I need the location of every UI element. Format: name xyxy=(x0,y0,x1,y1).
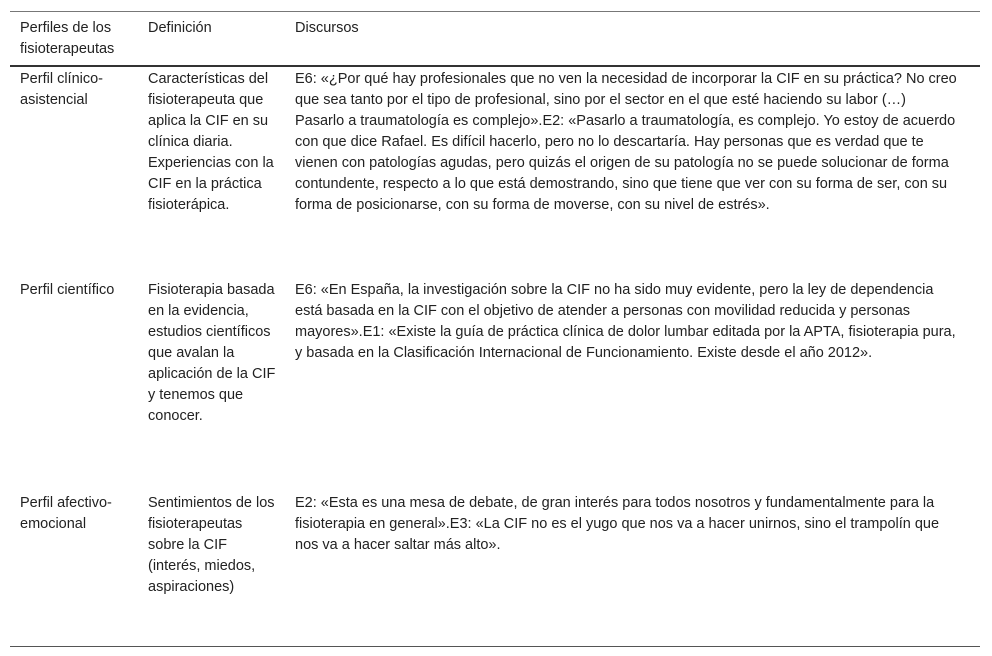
discourse-cell: E6: «En España, la investigación sobre la CIF no ha sido muy evidente, pero la ley de dependencia está basada en la CIF con el objetivo de atender a personas con movilidad reducida y personas mayores».E1: «Existe la guía de práctica clínica de dolor lumbar editada por la APTA, fisioterapia pura, y basada en la Clasificación Internacional de Funcionamiento. Existe desde el año 2012». xyxy=(295,282,956,361)
header-discourses: Discursos xyxy=(295,20,359,36)
header-profiles: Perfiles de los fisioterapeutas xyxy=(20,20,115,57)
discourse-cell: E2: «Esta es una mesa de debate, de gran interés para todos nosotros y fundamentalmente para la fisioterapia en general».E3: «La CIF no es el yugo que nos va a hacer unirnos, sino el trampolín que nos va a hacer saltar más alto». xyxy=(295,495,940,553)
table-row xyxy=(10,68,980,279)
discourse-cell: E6: «¿Por qué hay profesionales que no ven la necesidad de incorporar la CIF en su práctica? No creo que sea tanto por el tipo de profesional, sino por el sector en el que esté haciendo su labor (…) Pasarlo a traumatología es complejo».E2: «Pasarlo a traumatología, es complejo. Yo estoy de acuerdo con que dice Rafael. Es difícil hacerlo, pero no lo descartaría. Hay personas que es verdad que te vienen con patologías agudas, pero quizás el origen de su patología no se puede solucionar de forma contundente, respecto a lo que está demostrando, sino que tiene que ver con su forma de ser, con su forma de posicionarse, con su forma de moverse, con su nivel de estrés». xyxy=(295,71,957,213)
header-definition: Definición xyxy=(148,20,212,36)
table-row xyxy=(10,492,980,644)
table-header-row xyxy=(10,12,980,67)
profile-cell: Perfil científico xyxy=(20,282,115,298)
profile-cell: Perfil afectivo-emocional xyxy=(20,495,112,532)
table-row xyxy=(10,279,980,492)
definition-cell: Características del fisioterapeuta que aplica la CIF en su clínica diaria. Experiencias con la CIF en la práctica fisioterápica. xyxy=(148,71,274,213)
definition-cell: Sentimientos de los fisioterapeutas sobre la CIF (interés, miedos, aspiraciones) xyxy=(148,495,275,595)
profiles-table xyxy=(10,11,980,647)
profile-cell: Perfil clínico-asistencial xyxy=(20,71,103,108)
definition-cell: Fisioterapia basada en la evidencia, estudios científicos que avalan la aplicación de la CIF y tenemos que conocer. xyxy=(148,282,276,424)
